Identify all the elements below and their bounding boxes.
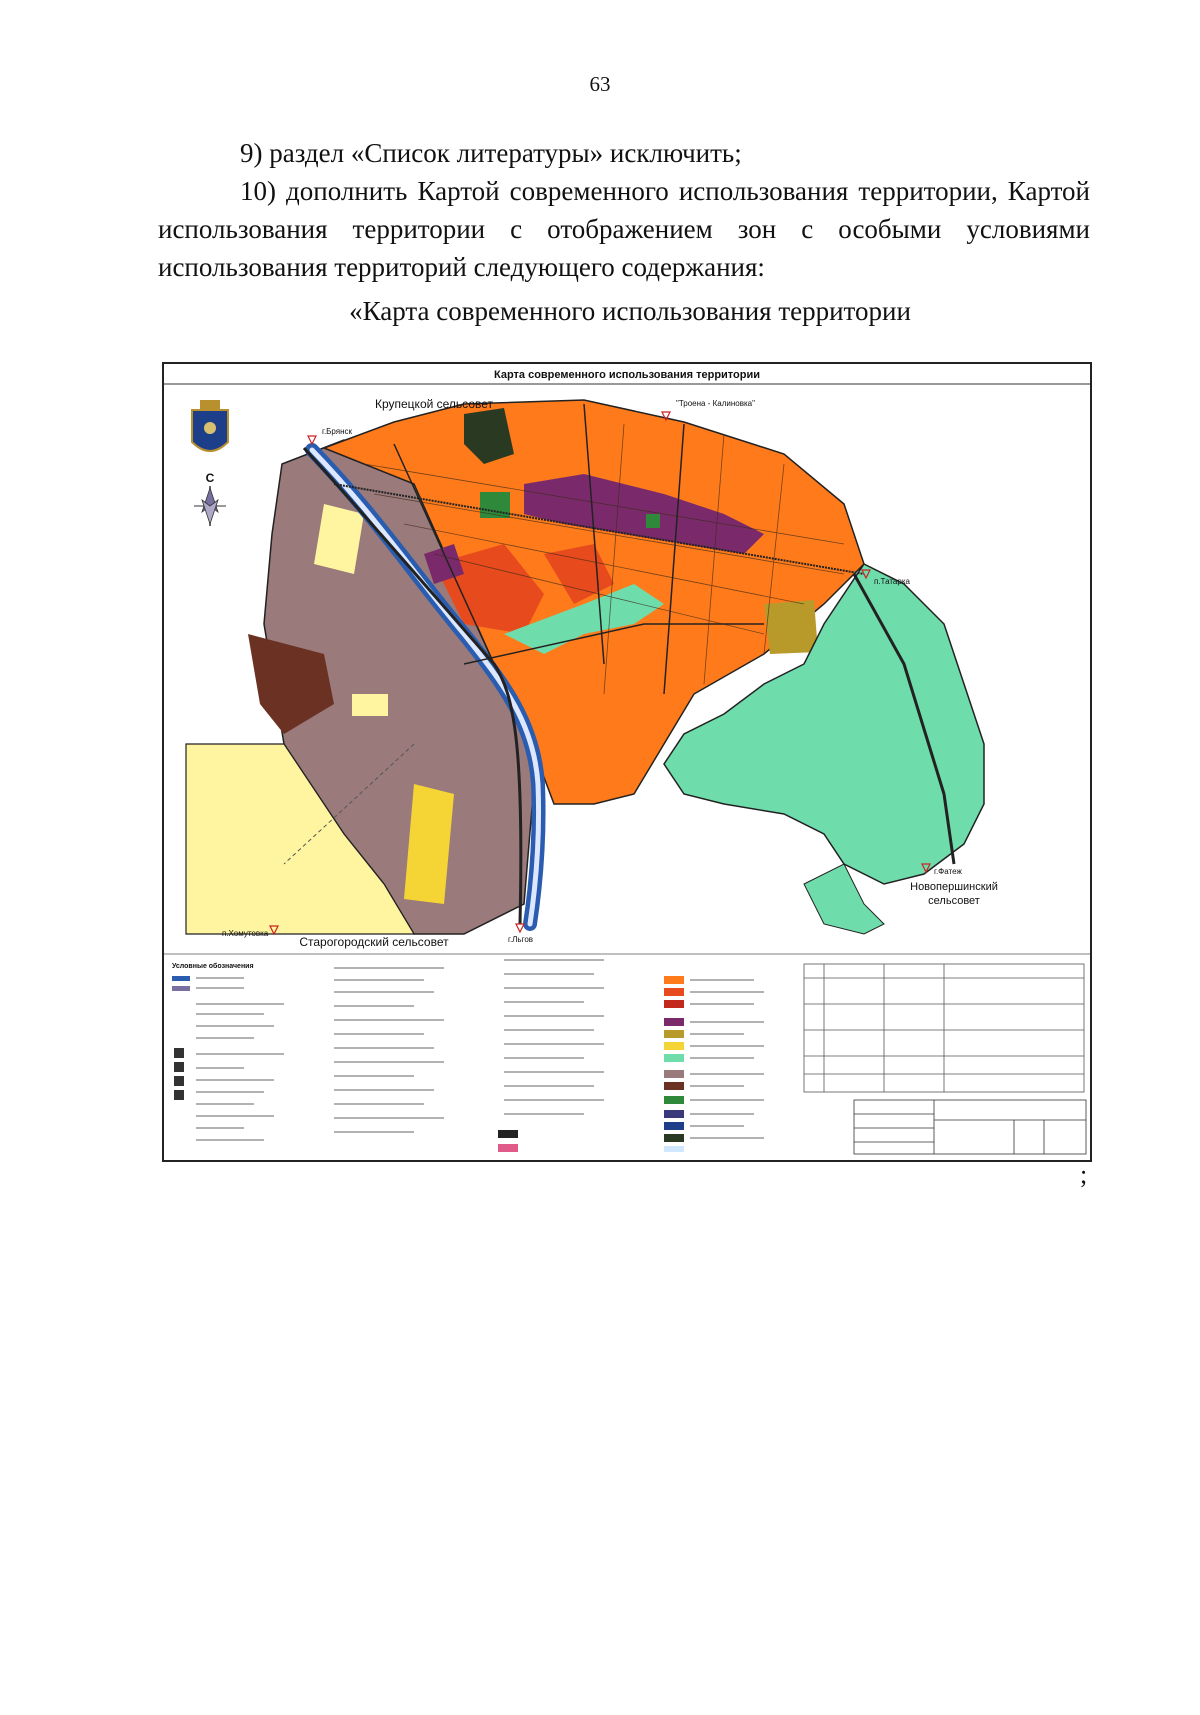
svg-text:"Троена - Калиновка": "Троена - Калиновка"	[676, 399, 755, 408]
paragraph-item-10: 10) дополнить Картой современного использования территории, Картой использования территории с отображением зон с особыми условиями использования территорий следующего содержания:	[158, 176, 1090, 282]
coat-of-arms-icon	[192, 400, 228, 451]
north-letter: С	[205, 471, 215, 485]
area-label-east-2: сельсовет	[928, 895, 980, 907]
land-use-map-graphic	[164, 364, 1090, 1160]
legend-column-2	[334, 968, 444, 1132]
legend-column-4	[664, 976, 764, 1152]
land-use-map	[162, 362, 1092, 1162]
svg-text:г.Льгов: г.Льгов	[508, 935, 534, 944]
legend-table	[804, 964, 1084, 1092]
map-heading: «Карта современного использования территории	[349, 296, 911, 326]
paragraph-item-9: 9) раздел «Список литературы» исключить;	[240, 138, 742, 168]
trailing-semicolon: ;	[1080, 1160, 1088, 1189]
legend-heading: Условные обозначения	[172, 963, 254, 970]
legend-column-1	[172, 976, 284, 1140]
legend-column-3	[498, 960, 604, 1152]
title-block	[854, 1100, 1086, 1154]
map-title: Карта современного использования территории	[493, 369, 761, 381]
area-label-south: Старогородский сельсовет	[299, 935, 449, 949]
page-number: 63	[589, 72, 611, 96]
svg-text:п.Хомутовка: п.Хомутовка	[222, 929, 269, 938]
area-label-north: Крупецкой сельсовет	[374, 397, 494, 411]
svg-text:п.Татарка: п.Татарка	[874, 577, 910, 586]
area-label-east-1: Новопершинский	[910, 881, 998, 893]
svg-text:г.Брянск: г.Брянск	[322, 427, 353, 436]
compass-icon	[194, 471, 226, 526]
svg-text:г.Фатеж: г.Фатеж	[934, 867, 962, 876]
direction-marker-troena	[662, 399, 755, 420]
